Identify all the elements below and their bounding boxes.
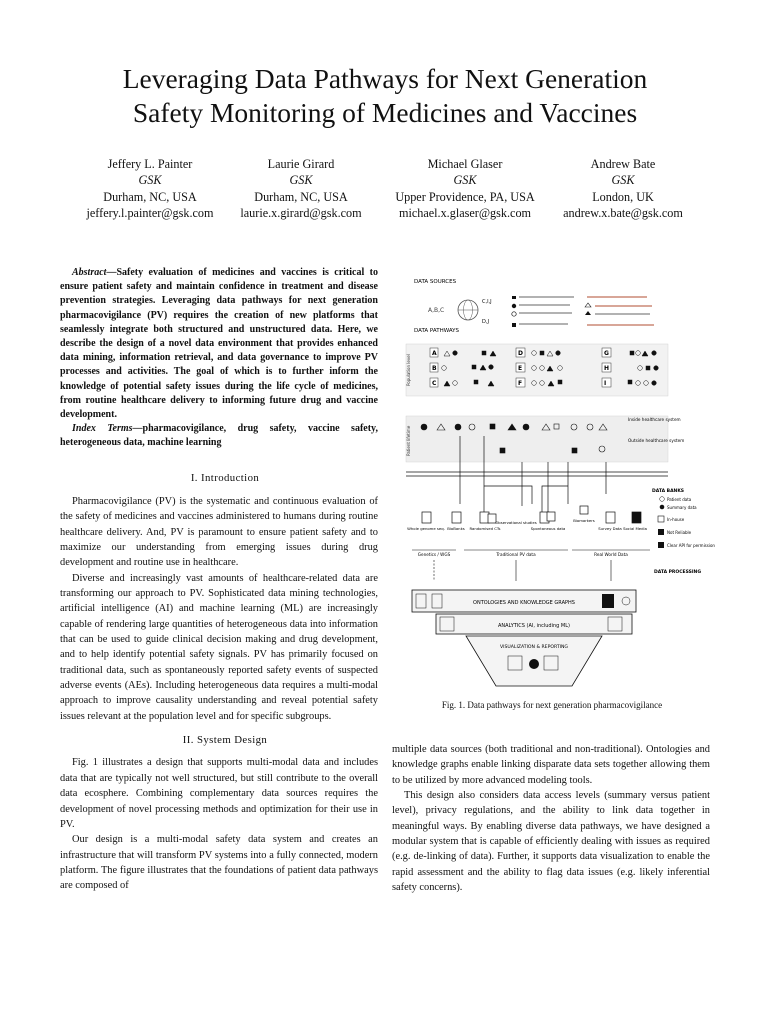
index-terms-text: —pharmacovigilance, drug safety, vaccine safety, heterogeneous data, machine learning — [60, 423, 378, 449]
author-location: London, UK — [592, 189, 654, 204]
row-label: A — [432, 350, 437, 357]
index-terms-label: Index Terms — [72, 423, 133, 435]
row-label: B — [432, 365, 437, 372]
svg-text:Patient lifetime: Patient lifetime — [406, 425, 411, 456]
group-label: Traditional PV data — [496, 552, 536, 557]
author-email: michael.x.glaser@gsk.com — [398, 206, 532, 221]
author-org: GSK — [138, 173, 162, 188]
paper-title — [0, 62, 770, 130]
group-label: Real World Data — [594, 552, 628, 557]
label-data-sources: DATA SOURCES — [414, 279, 457, 285]
author-org: GSK — [611, 173, 635, 188]
source-label: Survey Data — [598, 526, 622, 531]
design-paragraph-3: This design also considers data access levels (summary versus patient level), privacy regulations, and the ability to link data together in meaningful ways. By enabling diverse data pathways, we have designed a modular system that is capable of efficiently dealing with issues as required (e.g. de-linking of data). Further, it supports data visualization to enable the rapid assessment and the ability to flag data issues (e.g. likely inferential safety concerns). — [392, 790, 710, 894]
label-inside-healthcare: Inside healthcare system — [628, 417, 681, 422]
author-location: Durham, NC, USA — [103, 189, 197, 204]
title-line-2: Safety Monitoring of Medicines and Vaccines — [132, 97, 638, 128]
label-abc: A,B,C — [428, 307, 445, 314]
author-location: Durham, NC, USA — [254, 189, 348, 204]
author-block-4 — [533, 156, 713, 222]
label-outside-healthcare: Outside healthcare system — [628, 438, 685, 443]
source-label: Biomarkers — [573, 518, 595, 523]
source-label: Social Media — [623, 526, 647, 531]
label-data-banks: DATA BANKS — [652, 489, 685, 494]
label-data-processing: DATA PROCESSING — [654, 570, 702, 575]
abstract-text: —Safety evaluation of medicines and vaccines is critical to ensure patient safety and maintain confidence in treatment and disease prevention strategies. Leveraging data pathways for next generation pharmacovigilance (PV) requires the creation of new platforms that seamlessly integrate both structured and unstructured data. Here, we describe the design of a novel data environment that provides enhanced data mining, information retrieval, and data governance to improve PV processes and activities. The goal of which is to further inform the knowledge of potential safety issues during the life cycle of medicines, from routine healthcare delivery to informing future drug and vaccine development. — [60, 267, 378, 421]
source-label: BioBanks — [447, 526, 465, 531]
legend-patient-data: Patient data — [667, 497, 692, 502]
design-paragraph-1: Fig. 1 illustrates a design that supports multi-modal data and includes data that are typically not well structured, but still contribute to the overall data ecosphere. Combining complementary data sources requires the development of novel processing methods and optimization for their use in PV. — [60, 757, 378, 830]
source-label: Observational studies — [495, 520, 537, 525]
legend-top — [512, 296, 654, 327]
author-email: andrew.x.bate@gsk.com — [563, 206, 683, 221]
ontologies-label: ONTOLOGIES AND KNOWLEDGE GRAPHS — [473, 600, 575, 606]
author-email: laurie.x.girard@gsk.com — [240, 206, 362, 221]
author-name: Jeffery L. Painter — [107, 157, 193, 171]
data-banks-legend — [658, 497, 715, 548]
row-label: H — [604, 365, 610, 372]
design-paragraph-2: Our design is a multi-modal safety data system and creates an infrastructure that will transform PV systems into a fully connected, modern platform. The figure illustrates that the foundations of patient data pathways are composed of — [60, 834, 378, 892]
author-block-2 — [211, 156, 391, 222]
right-column — [392, 742, 710, 895]
author-name: Laurie Girard — [267, 157, 335, 171]
figure-data-pathways — [392, 276, 715, 700]
timeline-lines — [406, 472, 668, 476]
intro-paragraph-1: Pharmacovigilance (PV) is the systematic and continuous evaluation of the safety of medicines and vaccines administered to humans during routine healthcare delivery. And, PV is paramount to ensure patient safety and to maximize our understanding from emerging issues during drug development and routine use in healthcare. — [60, 495, 378, 569]
label-cij: C,I,J — [482, 299, 492, 305]
section-heading-introduction: I. Introduction — [190, 471, 260, 484]
intro-paragraph-2: Diverse and increasingly vast amounts of healthcare-related data are transforming our approach to PV. Sophisticated data mining technologies, artificial intelligence (AI) and machine learning (ML) are increasingly capable of rendering large quantities of heterogeneous data into information that can be used to guide clinical decision making and drug development, and to help identify potential safety signals. PV has primarily focused on traditional data, such as spontaneously reported safety events of suspected adverse events (AEs). Including heterogeneous data requires a multi-modal approach to improve causality understanding and reveal potential safety issues relevant at the population level and for specific subgroups. — [60, 572, 378, 722]
legend-not-reliable: Not Reliable — [667, 530, 692, 535]
row-label: I — [604, 380, 607, 387]
row-label: D — [518, 350, 523, 357]
down-arrows — [434, 560, 611, 581]
author-org: GSK — [289, 173, 313, 188]
design-paragraph-continued: multiple data sources (both traditional and non-traditional). Ontologies and knowledge graphs enable linking disparate data sets together allowing them to be utilized by more advanced modeling tools. — [392, 744, 710, 786]
legend-in-house: In-house — [667, 517, 685, 522]
source-label: Whole genome seq. — [407, 526, 445, 531]
group-label: Genetics / WGS — [417, 552, 451, 557]
author-name: Michael Glaser — [427, 157, 503, 171]
left-column — [60, 266, 378, 894]
group-labels — [418, 552, 629, 557]
row-label: G — [604, 350, 609, 357]
author-location: Upper Providence, PA, USA — [395, 189, 535, 204]
analytics-label: ANALYTICS (AI, including ML) — [498, 623, 570, 629]
row-label: F — [518, 380, 523, 387]
author-name: Andrew Bate — [590, 157, 656, 171]
figure-diagram — [392, 276, 715, 700]
visualization-label: VISUALIZATION & REPORTING — [500, 645, 568, 650]
author-block-3 — [370, 156, 560, 222]
source-label: Randomised CTs — [469, 526, 501, 531]
abstract-label: Abstract — [72, 267, 107, 278]
author-email: jeffery.l.painter@gsk.com — [86, 206, 214, 221]
svg-text:Population level: Population level — [406, 354, 411, 386]
row-label: E — [518, 365, 523, 372]
row-label: C — [432, 380, 437, 387]
legend-clear-api: Clear API for permission — [667, 543, 715, 548]
source-label: Spontaneous data — [530, 526, 566, 531]
label-data-pathways: DATA PATHWAYS — [414, 328, 460, 334]
title-line-1: Leveraging Data Pathways for Next Generation — [122, 63, 648, 94]
label-dj: D,J — [482, 319, 489, 325]
section-heading-system-design: II. System Design — [182, 734, 268, 747]
legend-summary-data: Summary data — [667, 505, 697, 510]
index-terms — [60, 422, 378, 450]
figure-caption: Fig. 1. Data pathways for next generation pharmacovigilance — [441, 700, 663, 710]
abstract — [60, 266, 378, 422]
author-org: GSK — [453, 173, 477, 188]
